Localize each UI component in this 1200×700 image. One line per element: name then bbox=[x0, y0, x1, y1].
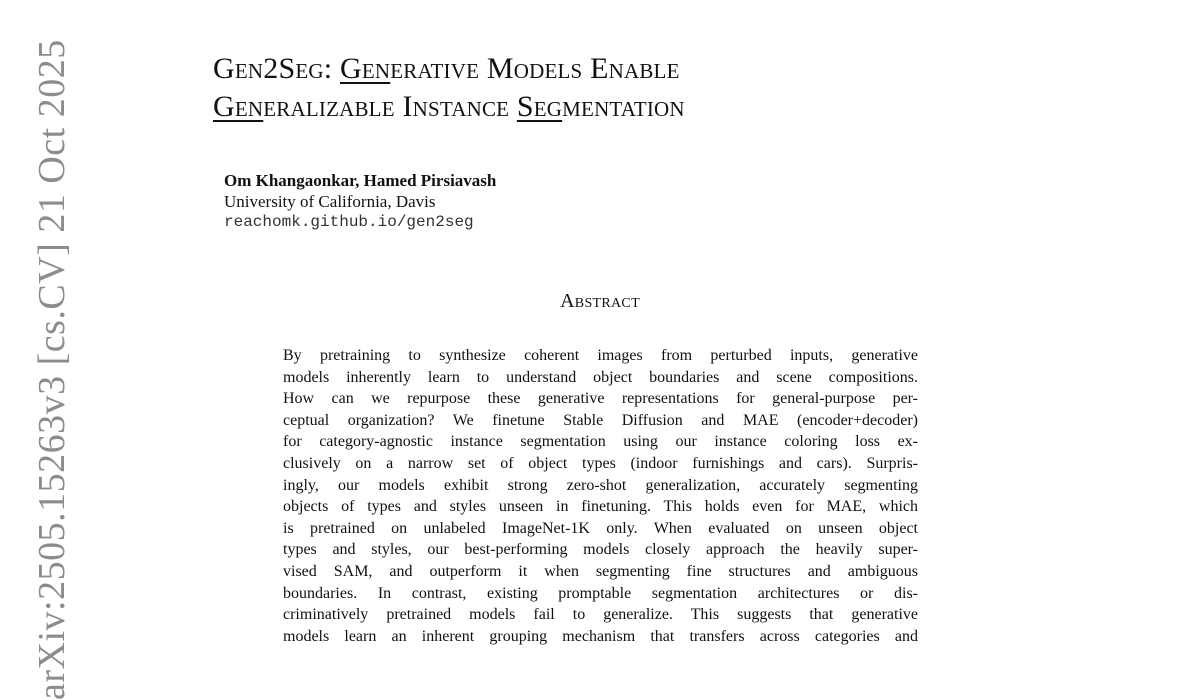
arxiv-identifier-stamp: arXiv:2505.15263v3 [cs.CV] 21 Oct 2025 bbox=[31, 39, 73, 700]
abstract-line: clusively on a narrow set of object types (indoor furnishings and cars). Surpris- bbox=[283, 454, 918, 472]
title-line1-segment: erative Models Enable bbox=[390, 52, 680, 85]
abstract-body bbox=[283, 345, 918, 647]
abstract-line: How can we repurpose these generative representations for general-purpose per- bbox=[283, 390, 918, 408]
abstract-line: for category-agnostic instance segmentation using our instance coloring loss ex- bbox=[283, 433, 918, 451]
title-line2-segment: mentation bbox=[562, 90, 685, 123]
abstract-line: vised SAM, and outperform it when segmenting fine structures and ambiguous bbox=[283, 562, 918, 580]
abstract-heading: Abstract bbox=[560, 290, 640, 312]
title-line-2 bbox=[213, 88, 685, 126]
abstract-line: objects of types and styles unseen in finetuning. This holds even for MAE, which bbox=[283, 498, 918, 516]
abstract-line: types and styles, our best-performing models closely approach the heavily super- bbox=[283, 541, 918, 559]
project-url: reachomk.github.io/gen2seg bbox=[224, 213, 474, 231]
author-affiliation: University of California, Davis bbox=[224, 192, 436, 211]
title-line-1 bbox=[213, 50, 685, 88]
abstract-line: ingly, our models exhibit strong zero-shot generalization, accurately segmenting bbox=[283, 476, 918, 494]
abstract-line: models inherently learn to understand object boundaries and scene compositions. bbox=[283, 368, 918, 386]
paper-title bbox=[213, 50, 685, 126]
abstract-line: ceptual organization? We finetune Stable Diffusion and MAE (encoder+decoder) bbox=[283, 411, 918, 429]
title-line2-segment: Seg bbox=[516, 90, 563, 123]
abstract-line: models learn an inherent grouping mechanism that transfers across categories and bbox=[283, 627, 918, 645]
abstract-line: is pretrained on unlabeled ImageNet-1K only. When evaluated on unseen object bbox=[283, 519, 918, 537]
title-line1-segment: Gen bbox=[339, 52, 391, 85]
abstract-line: By pretraining to synthesize coherent images from perturbed inputs, generative bbox=[283, 347, 918, 364]
title-line2-segment: eralizable Instance bbox=[263, 90, 517, 123]
author-block bbox=[224, 170, 496, 233]
title-line1-segment: Gen2Seg: bbox=[213, 52, 340, 85]
abstract-line: boundaries. In contrast, existing promptable segmentation architectures or dis- bbox=[283, 584, 918, 602]
title-line2-segment: Gen bbox=[213, 90, 264, 123]
author-names: Om Khangaonkar, Hamed Pirsiavash bbox=[224, 171, 497, 190]
abstract-line: criminatively pretrained models fail to generalize. This suggests that generative bbox=[283, 606, 918, 624]
